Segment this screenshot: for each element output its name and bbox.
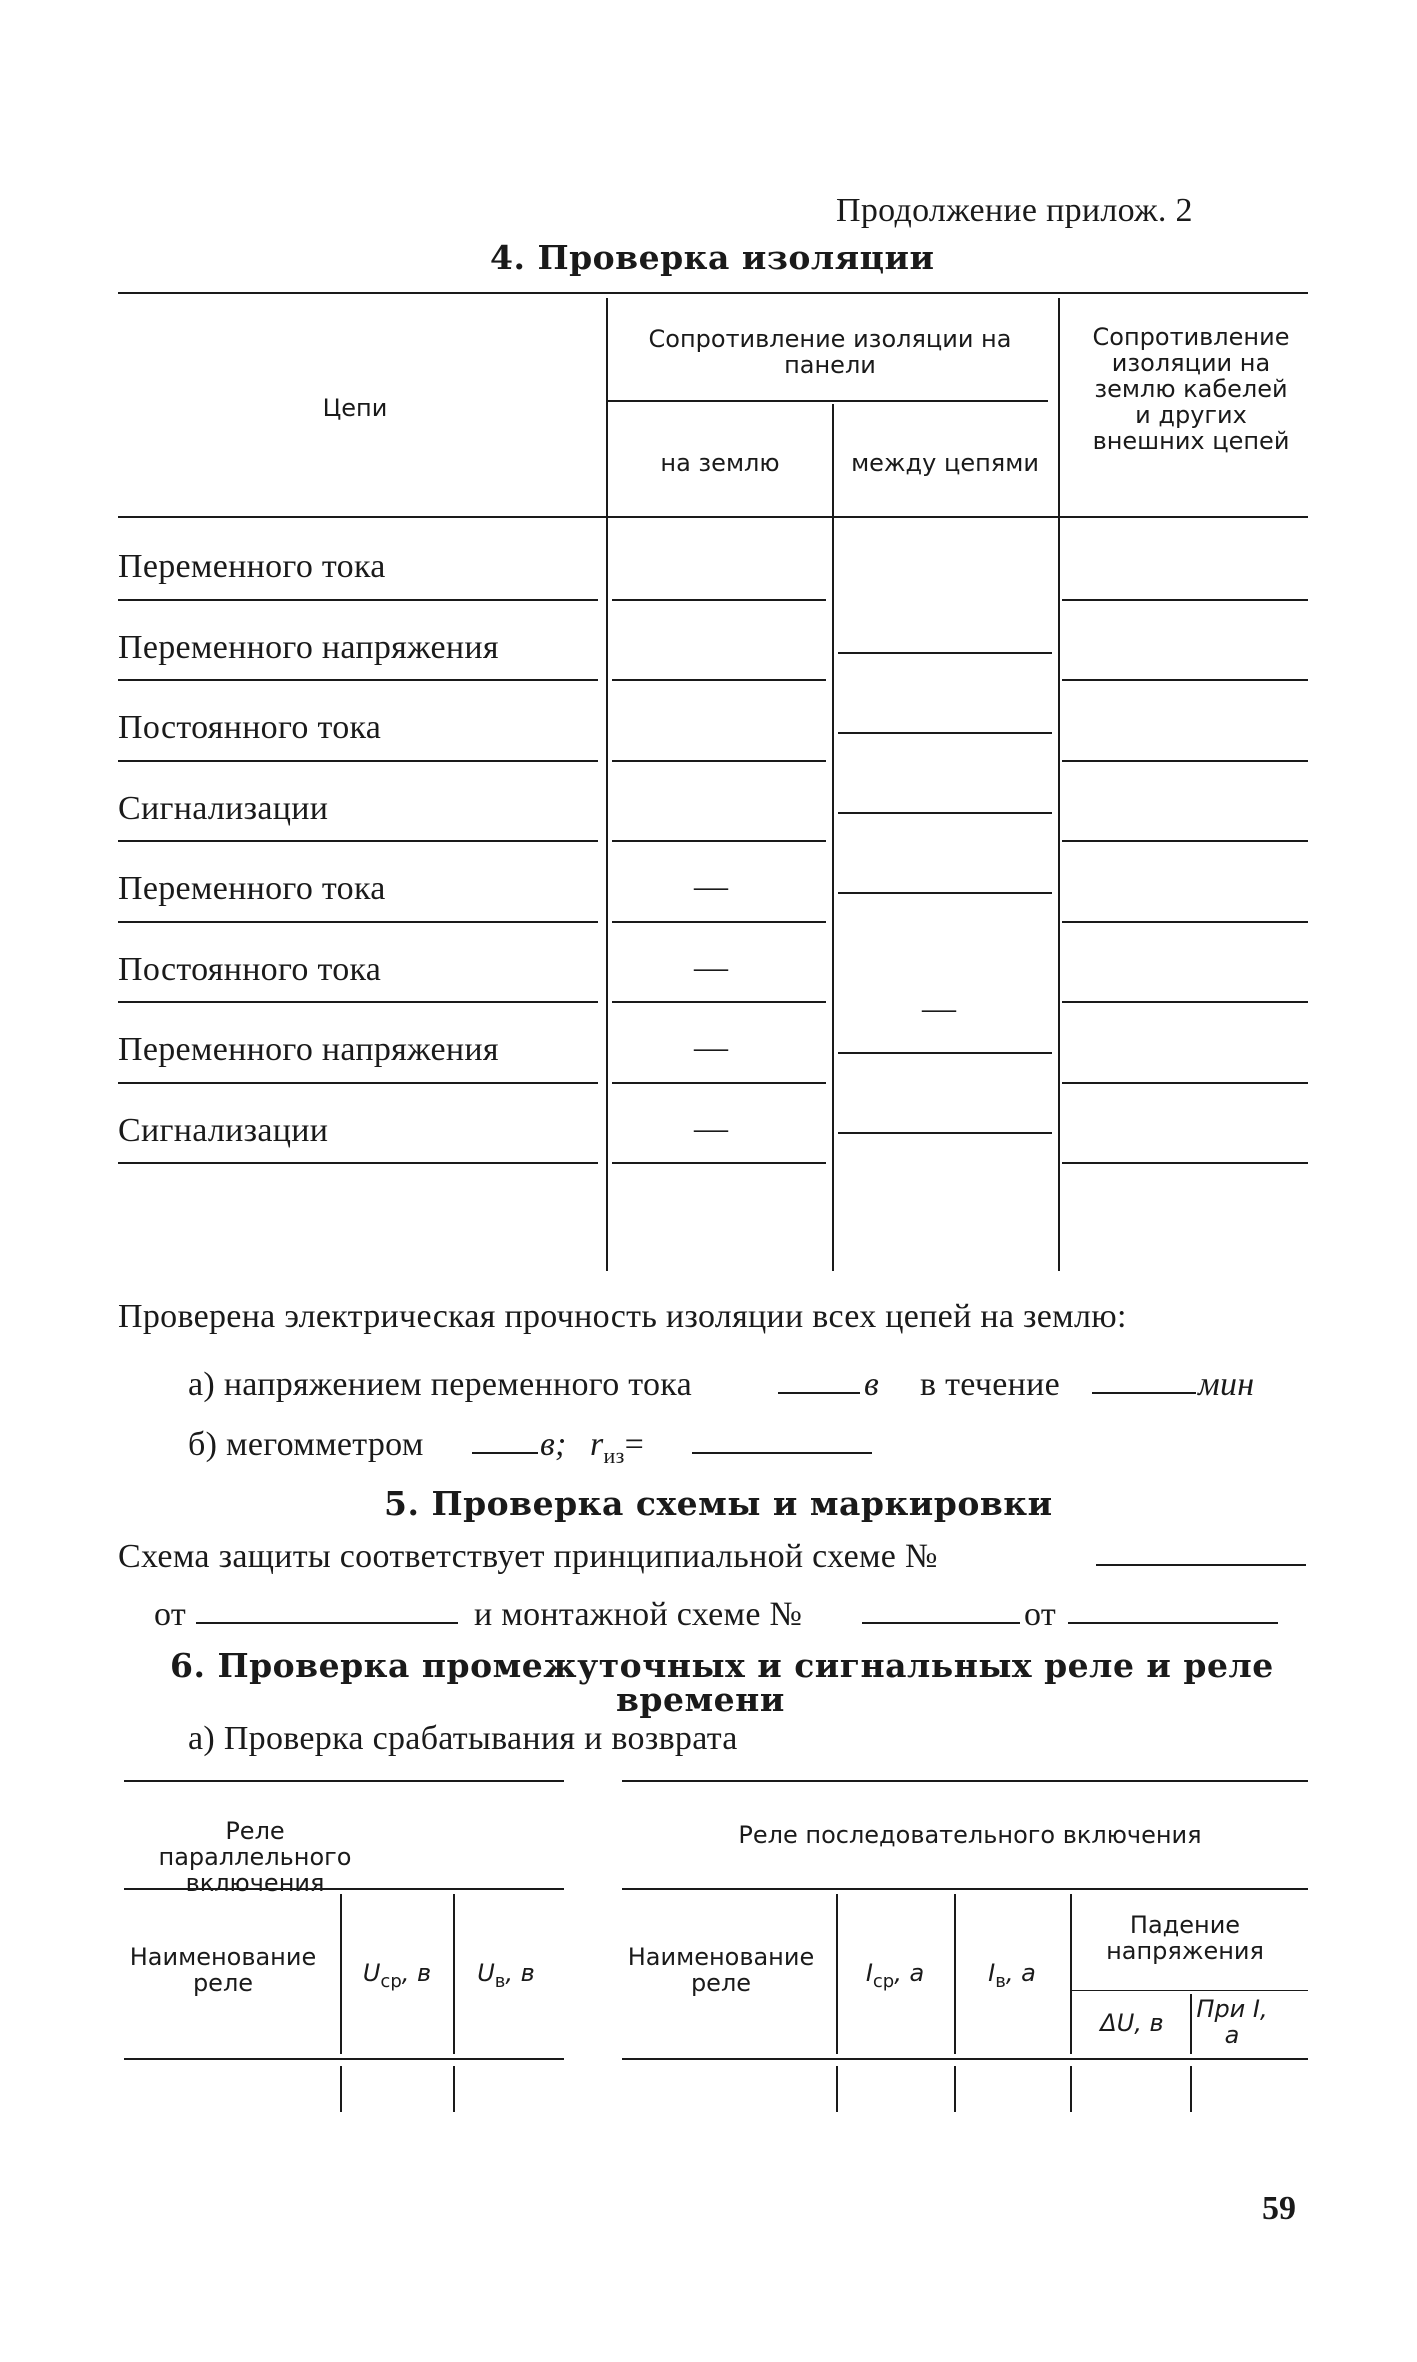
row-divider (612, 1001, 826, 1003)
to-ground-dash: — (694, 948, 729, 986)
scheme-date1-blank (196, 1622, 458, 1624)
circuit-row-label: Переменного напряжения (118, 1031, 499, 1068)
parallel-relay-header: Реле параллельного включения (158, 1817, 352, 1897)
circuit-row-label: Сигнализации (118, 1111, 329, 1149)
section6-sub-a: а) Проверка срабатывания и возврата (188, 1720, 738, 1757)
col-panel-group-header: Сопротивление изоляции на панели (648, 325, 1012, 379)
row-divider (612, 921, 826, 923)
item-b-r-symbol: $r_{из}=$ (590, 1426, 645, 1468)
principal-scheme-number-blank (1096, 1564, 1306, 1566)
item-a-during: в течение (920, 1366, 1061, 1403)
row-divider (118, 599, 598, 601)
to-ground-dash: — (694, 868, 729, 905)
i-v-header: $I_в$, а (988, 1959, 1036, 1992)
between-circuits-divider (838, 1052, 1052, 1054)
col-between-header: между цепями (851, 449, 1039, 477)
delta-u-header: ΔU, в (1100, 2009, 1164, 2037)
col-circuits-header: Цепи (322, 394, 388, 422)
to-ground-dash: — (694, 1109, 729, 1147)
circuit-row-label: Постоянного тока (118, 709, 382, 746)
left-relay-name-header: Наименование реле (129, 1943, 317, 1997)
row-divider (1062, 1001, 1308, 1003)
item-a-voltage-blank (778, 1392, 860, 1394)
row-divider (1062, 760, 1308, 762)
voltage-drop-header: Падение напряжения (1106, 1911, 1264, 1965)
row-divider (612, 599, 826, 601)
item-b-prefix: б) мегомметром (188, 1426, 424, 1463)
row-divider (118, 760, 598, 762)
circuit-row-label: Переменного напряжения (118, 628, 499, 666)
item-b-voltage-blank (472, 1452, 538, 1454)
row-divider (118, 1082, 598, 1084)
section6-title-line1: 6. Проверка промежуточных и сигнальных реле и реле (170, 1646, 1274, 1685)
circuit-row-label: Сигнализации (118, 789, 329, 827)
section4-title: 4. Проверка изоляции (490, 238, 935, 277)
to-ground-dash: — (694, 1029, 729, 1066)
row-divider (118, 840, 598, 842)
row-divider (118, 679, 598, 681)
strength-check-text: Проверена электрическая прочность изоляции всех цепей на землю: (118, 1298, 1127, 1335)
scheme-ot1: от (154, 1596, 187, 1633)
row-divider (1062, 1082, 1308, 1084)
row-divider (612, 1082, 826, 1084)
row-divider (118, 921, 598, 923)
circuit-row-label: Переменного тока (118, 548, 386, 585)
row-divider (612, 1162, 826, 1164)
item-b-unit: в; (540, 1426, 567, 1463)
row-divider (118, 1162, 598, 1164)
u-sr-header: $U_{ср}$, в (362, 1959, 432, 1992)
serial-relay-header: Реле последовательного включения (738, 1821, 1202, 1849)
section5-title: 5. Проверка схемы и маркировки (384, 1484, 1053, 1523)
page-number: 59 (1262, 2190, 1296, 2227)
item-b-resistance-blank (692, 1452, 872, 1454)
right-relay-name-header: Наименование реле (627, 1943, 815, 1997)
row-divider (612, 840, 826, 842)
between-circuits-divider (838, 732, 1052, 734)
section6-title-line2: времени (616, 1680, 785, 1719)
col-to-ground-header: на землю (660, 449, 780, 477)
at-current-header: При I, а (1196, 1995, 1268, 2049)
row-divider (118, 1001, 598, 1003)
circuit-row-label: Переменного тока (118, 870, 386, 907)
continuation-note: Продолжение прилож. 2 (836, 192, 1193, 229)
item-a-unit-min: мин (1198, 1366, 1255, 1403)
col-cables-header: Сопротивление изоляции на землю кабелей и других внешних цепей (1092, 323, 1290, 455)
u-v-header: $U_в$, в (477, 1959, 535, 1992)
i-sr-header: $I_{ср}$, а (865, 1959, 925, 1992)
item-a-unit-volts: в (864, 1366, 880, 1403)
mounting-scheme-number-blank (862, 1622, 1020, 1624)
between-circuits-divider (838, 1132, 1052, 1134)
scheme-mid: и монтажной схеме № (474, 1596, 803, 1633)
row-divider (1062, 1162, 1308, 1164)
item-a-prefix: а) напряжением переменного тока (188, 1366, 692, 1403)
item-a-time-blank (1092, 1392, 1196, 1394)
between-circuits-divider (838, 812, 1052, 814)
between-circuits-dash: — (922, 990, 957, 1027)
between-circuits-divider (838, 892, 1052, 894)
scheme-ot2: от (1024, 1596, 1057, 1633)
scheme-line1: Схема защиты соответствует принципиальной схеме № (118, 1538, 938, 1575)
row-divider (1062, 921, 1308, 923)
between-circuits-divider (838, 652, 1052, 654)
row-divider (612, 760, 826, 762)
row-divider (1062, 679, 1308, 681)
scheme-date2-blank (1068, 1622, 1278, 1624)
row-divider (612, 679, 826, 681)
row-divider (1062, 599, 1308, 601)
row-divider (1062, 840, 1308, 842)
circuit-row-label: Постоянного тока (118, 950, 382, 988)
